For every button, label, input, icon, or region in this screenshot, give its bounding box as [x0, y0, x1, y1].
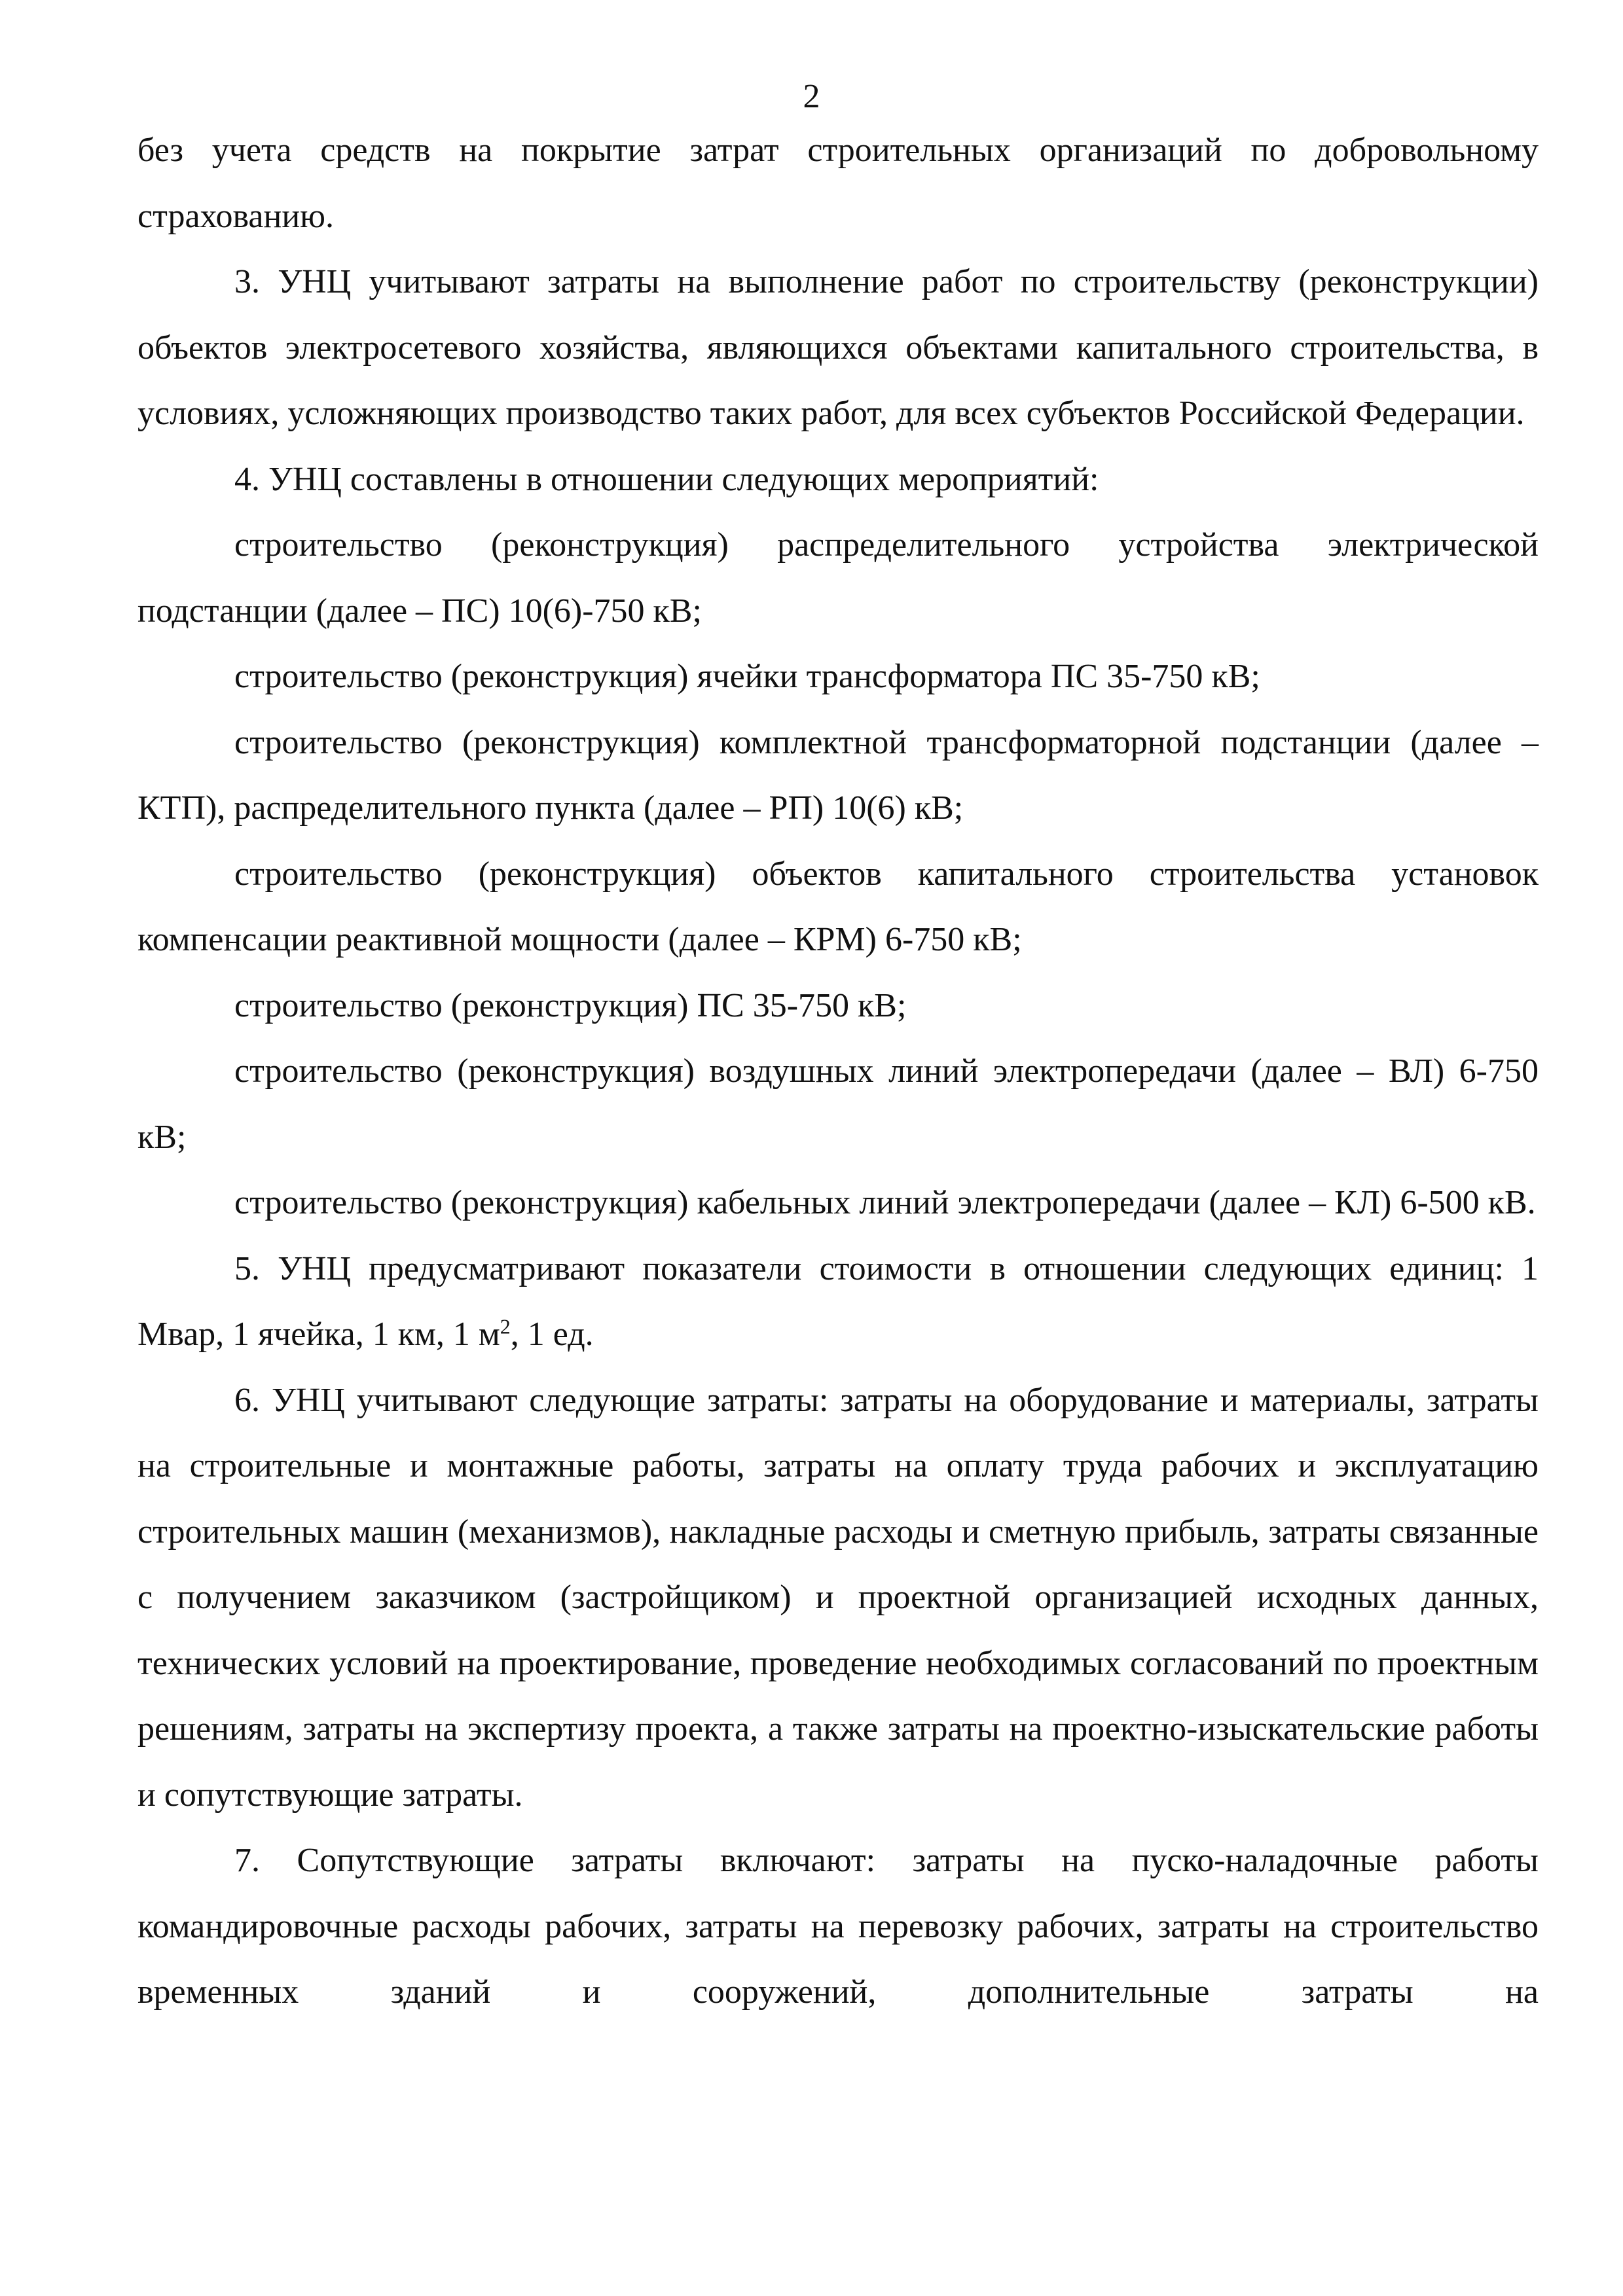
paragraph-item-5-text: 5. УНЦ предусматривают показатели стоимости в отношении следующих единиц: 1 Мвар, 1 ячейка, 1 км, 1 м	[137, 1249, 1539, 1353]
list-item-overhead-lines: строительство (реконструкция) воздушных линий электропередачи (далее – ВЛ) 6-750 кВ;	[137, 1052, 1539, 1156]
list-item-substation: строительство (реконструкция) ПС 35-750 кВ;	[234, 986, 907, 1024]
square-superscript: 2	[500, 1314, 511, 1338]
paragraph-item-4: 4. УНЦ составлены в отношении следующих мероприятий:	[234, 460, 1099, 498]
page-number: 2	[803, 78, 820, 115]
list-item-krm: строительство (реконструкция) объектов капитального строительства установок компенсации реактивной мощности (далее – КРМ) 6-750 кВ;	[137, 855, 1539, 958]
paragraph-item-5	[137, 1236, 1539, 1368]
paragraph-item-6: 6. УНЦ учитывают следующие затраты: затраты на оборудование и материалы, затраты на строительные и монтажные работы, затраты на оплату труда рабочих и эксплуатацию строительных машин (механизмов), накладные расходы и сметную прибыль, затраты связанные с получением заказчиком (застройщиком) и проектной организацией исходных данных, технических условий на проектирование, проведение необходимых согласований по проектным решениям, затраты на экспертизу проекта, а также затраты на проектно-изыскательские работы и сопутствующие затраты.	[137, 1381, 1539, 1814]
paragraph-continuation: без учета средств на покрытие затрат строительных организаций по добровольному страхованию.	[137, 132, 1539, 235]
paragraph-item-7: 7. Сопутствующие затраты включают: затраты на пуско-наладочные работы командировочные расходы рабочих, затраты на перевозку рабочих, затраты на строительство временных зданий и сооружений, дополнительные затраты на	[137, 1842, 1539, 2011]
list-item-transformer-cell: строительство (реконструкция) ячейки трансформатора ПС 35-750 кВ;	[234, 658, 1260, 695]
list-item-ktp-rp: строительство (реконструкция) комплектной трансформаторной подстанции (далее – КТП), распределительного пункта (далее – РП) 10(6) кВ;	[137, 723, 1539, 827]
paragraph-item-3: 3. УНЦ учитывают затраты на выполнение работ по строительству (реконструкции) объектов электросетевого хозяйства, являющихся объектами капитального строительства, в условиях, усложняющих производство таких работ, для всех субъектов Российской Федерации.	[137, 263, 1539, 432]
list-item-substation-switchgear: строительство (реконструкция) распределительного устройства электрической подстанции (далее – ПС) 10(6)-750 кВ;	[137, 526, 1539, 630]
list-item-cable-lines: строительство (реконструкция) кабельных линий электропередачи (далее – КЛ) 6-500 кВ.	[234, 1184, 1536, 1221]
document-body	[137, 118, 1539, 2026]
paragraph-item-5-tail: , 1 ед.	[510, 1316, 594, 1353]
